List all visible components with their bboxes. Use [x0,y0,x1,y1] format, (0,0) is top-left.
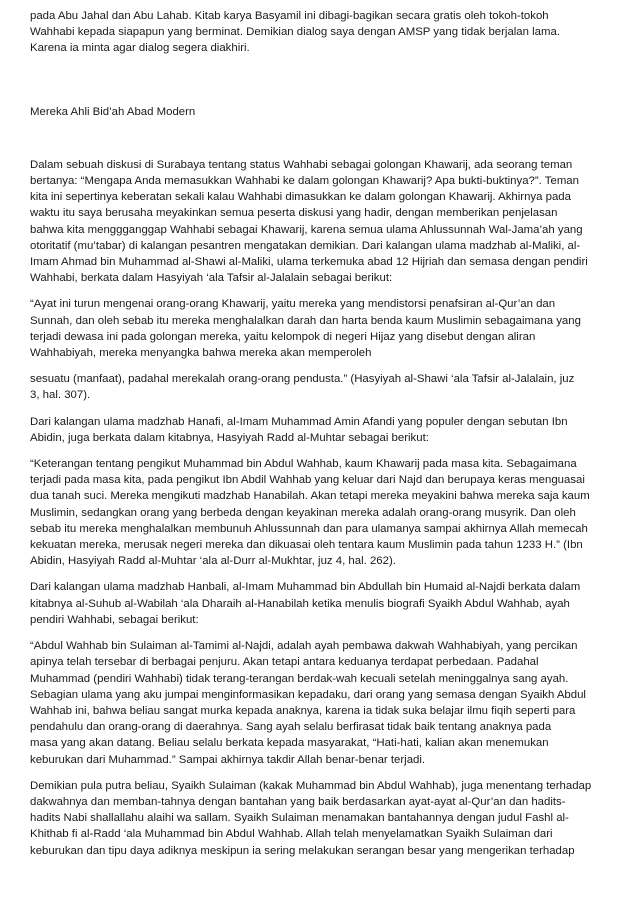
text-line: Demikian pula putra beliau, Syaikh Sulaiman (kakak Muhammad bin Abdul Wahhab), juga menentang terhadap [30,779,592,792]
text-line: Wahhabiyah, mereka menyangka bahwa mereka akan memperoleh [30,347,372,360]
paragraph-sulaiman [30,778,610,859]
text-line: keburukan dari Muhammad.” Sampai akhirnya takdir Allah benar-benar terjadi. [30,753,426,766]
text-line: Sebagian ulama yang aku jumpai menginformasikan kepadaku, dari orang yang semasa dengan Syaikh Abdul [30,688,586,701]
text-line: Muslimin, sedangkan orang yang berbeda dengan keyakinan mereka adalah orang-orang musyrik. Dan oleh [30,506,576,519]
text-line: terjadi dewasa ini pada golongan mereka, yaitu kelompok di negeri Hijaz yang disebut dengan aliran [30,330,536,343]
text-line: Muhammad (pendiri Wahhabi) tidak terang-terangan berdak-wah kecuali setelah meninggalnya sang ayah. [30,672,569,685]
text-line: sesuatu (manfaat), padahal merekalah orang-orang pendusta.” (Hasyiyah al-Shawi ‘ala Tafsir al-Jalalain, juz [30,373,575,386]
text-line: hadits Nabi shallallahu alaihi wa sallam. Syaikh Sulaiman menamakan bantahannya dengan judul Fashl al- [30,812,569,825]
text-line: dakwahnya dan memban-tahnya dengan bantahan yang baik berdasarkan ayat-ayat al-Qur’an dan hadits- [30,795,566,808]
text-line: masa yang akan datang. Beliau selalu berkata kepada masyarakat, “Hati-hati, kalian akan menemukan [30,737,549,750]
paragraph-discussion [30,157,610,287]
text-line: Karena ia minta agar dialog segera diakhiri. [30,42,250,55]
text-line: 3, hal. 307). [30,389,91,402]
heading-text: Mereka Ahli Bid’ah Abad Modern [30,105,196,118]
text-line: bertanya: “Mengapa Anda memasukkan Wahhabi ke dalam golongan Khawarij? Apa bukti-buktinya?”. Teman [30,175,579,188]
paragraph-quote-ibn-abidin [30,456,610,569]
text-line: keburukan dan tipu daya adiknya meskipun ia sering melakukan serangan besar yang mengerikan terhadap [30,844,575,857]
paragraph-intro [30,8,610,57]
text-line: Imam Ahmad bin Muhammad al-Shawi al-Maliki, ulama terkemuka abad 12 Hijriah dan semasa dengan pendiri [30,256,588,269]
text-line: Abidin, Hasyiyah Radd al-Muhtar ‘ala al-Durr al-Mukhtar, juz 4, hal. 262). [30,555,396,568]
section-heading [30,104,610,120]
paragraph-quote-najdi [30,638,610,768]
text-line: terjadi pada masa kita, pada pengikut Ibn Abdil Wahhab yang keluar dari Najd dan berupaya keras menguasai [30,474,585,487]
text-line: waktu itu saya berusaha meyakinkan semua peserta diskusi yang hadir, dengan memberikan penjelasan [30,207,558,220]
text-line: Dalam sebuah diskusi di Surabaya tentang status Wahhabi sebagai golongan Khawarij, ada seorang teman [30,158,573,171]
paragraph-hanbali [30,579,610,628]
text-line: Wahhab ini, bahwa beliau sangat murka kepada anaknya, karena ia tidak suka belajar ilmu fiqih seperti para [30,704,576,717]
text-line: kekuatan mereka, merusak negeri mereka dan dikuasai oleh tentara kaum Muslimin pada tahun 1233 H.” (Ibn [30,539,583,552]
text-line: Wahhabi kepada siapapun yang berminat. Demikian dialog saya dengan AMSP yang tidak berjalan lama. [30,26,560,39]
text-line: Sunnah, dan oleh sebab itu mereka menghalalkan darah dan harta benda kaum Muslimin sebagaimana yang [30,314,581,327]
text-line: Abidin, juga berkata dalam kitabnya, Hasyiyah Radd al-Muhtar sebagai berikut: [30,431,429,444]
text-line: Khithab fi al-Radd ‘ala Muhammad bin Abdul Wahhab. Allah telah menyelamatkan Syaikh Sulaiman dari [30,828,553,841]
text-line: Wahhabi, berkata dalam Hasyiyah ‘ala Tafsir al-Jalalain sebagai berikut: [30,272,393,285]
text-line: Dari kalangan ulama madzhab Hanafi, al-Imam Muhammad Amin Afandi yang populer dengan sebutan Ibn [30,415,568,428]
text-line: apinya telah tersebar di berbagai penjuru. Akan tetapi antara keduanya terdapat perbedaan. Padahal [30,656,539,669]
paragraph-quote-shawi-cont [30,371,610,403]
text-line: pendahulu dan orang-orang di daerahnya. Sang ayah selalu berfirasat tidak baik tentang anaknya pada [30,721,552,734]
text-line: “Abdul Wahhab bin Sulaiman al-Tamimi al-Najdi, adalah ayah pembawa dakwah Wahhabiyah, yang percikan [30,640,578,653]
text-line: pada Abu Jahal dan Abu Lahab. Kitab karya Basyamil ini dibagi-bagikan secara gratis oleh tokoh-tokoh [30,10,549,22]
text-line: pendiri Wahhabi, sebagai berikut: [30,613,199,626]
text-line: Dari kalangan ulama madzhab Hanbali, al-Imam Muhammad bin Abdullah bin Humaid al-Najdi berkata dalam [30,581,581,594]
text-line: kita ini sepertinya keberatan sekali kalau Wahhabi dimasukkan ke dalam golongan Khawarij. Akhirnya pada [30,191,571,204]
text-line: “Ayat ini turun mengenai orang-orang Khawarij, yaitu mereka yang mendistorsi penafsiran al-Qur’an dan [30,298,556,311]
text-line: kitabnya al-Suhub al-Wabilah ‘ala Dharaih al-Hanabilah ketika menulis biografi Syaikh Abdul Wahhab, ayah [30,597,570,610]
text-line: sebab itu mereka menghalalkan membunuh Ahlussunnah dan para ulamanya sampai akhirnya Allah memecah [30,522,588,535]
paragraph-quote-shawi [30,296,610,361]
text-line: dua tanah suci. Mereka mengikuti madzhab Hanabilah. Akan tetapi mereka meyakini bahwa mereka saja kaum [30,490,590,503]
paragraph-hanafi [30,414,610,446]
text-line: otoritatif (mu’tabar) di kalangan pesantren mengatakan demikian. Dari kalangan ulama madzhab al-Maliki, al- [30,239,581,252]
spacer [30,120,610,157]
text-line: bahwa kita menggganggap Wahhabi sebagai Khawarij, karena semua ulama Ahlussunnah Wal-Jama’ah yang [30,223,583,236]
text-line: “Keterangan tentang pengikut Muhammad bin Abdul Wahhab, kaum Khawarij pada masa kita. Sebagaimana [30,458,577,471]
spacer [30,67,610,104]
